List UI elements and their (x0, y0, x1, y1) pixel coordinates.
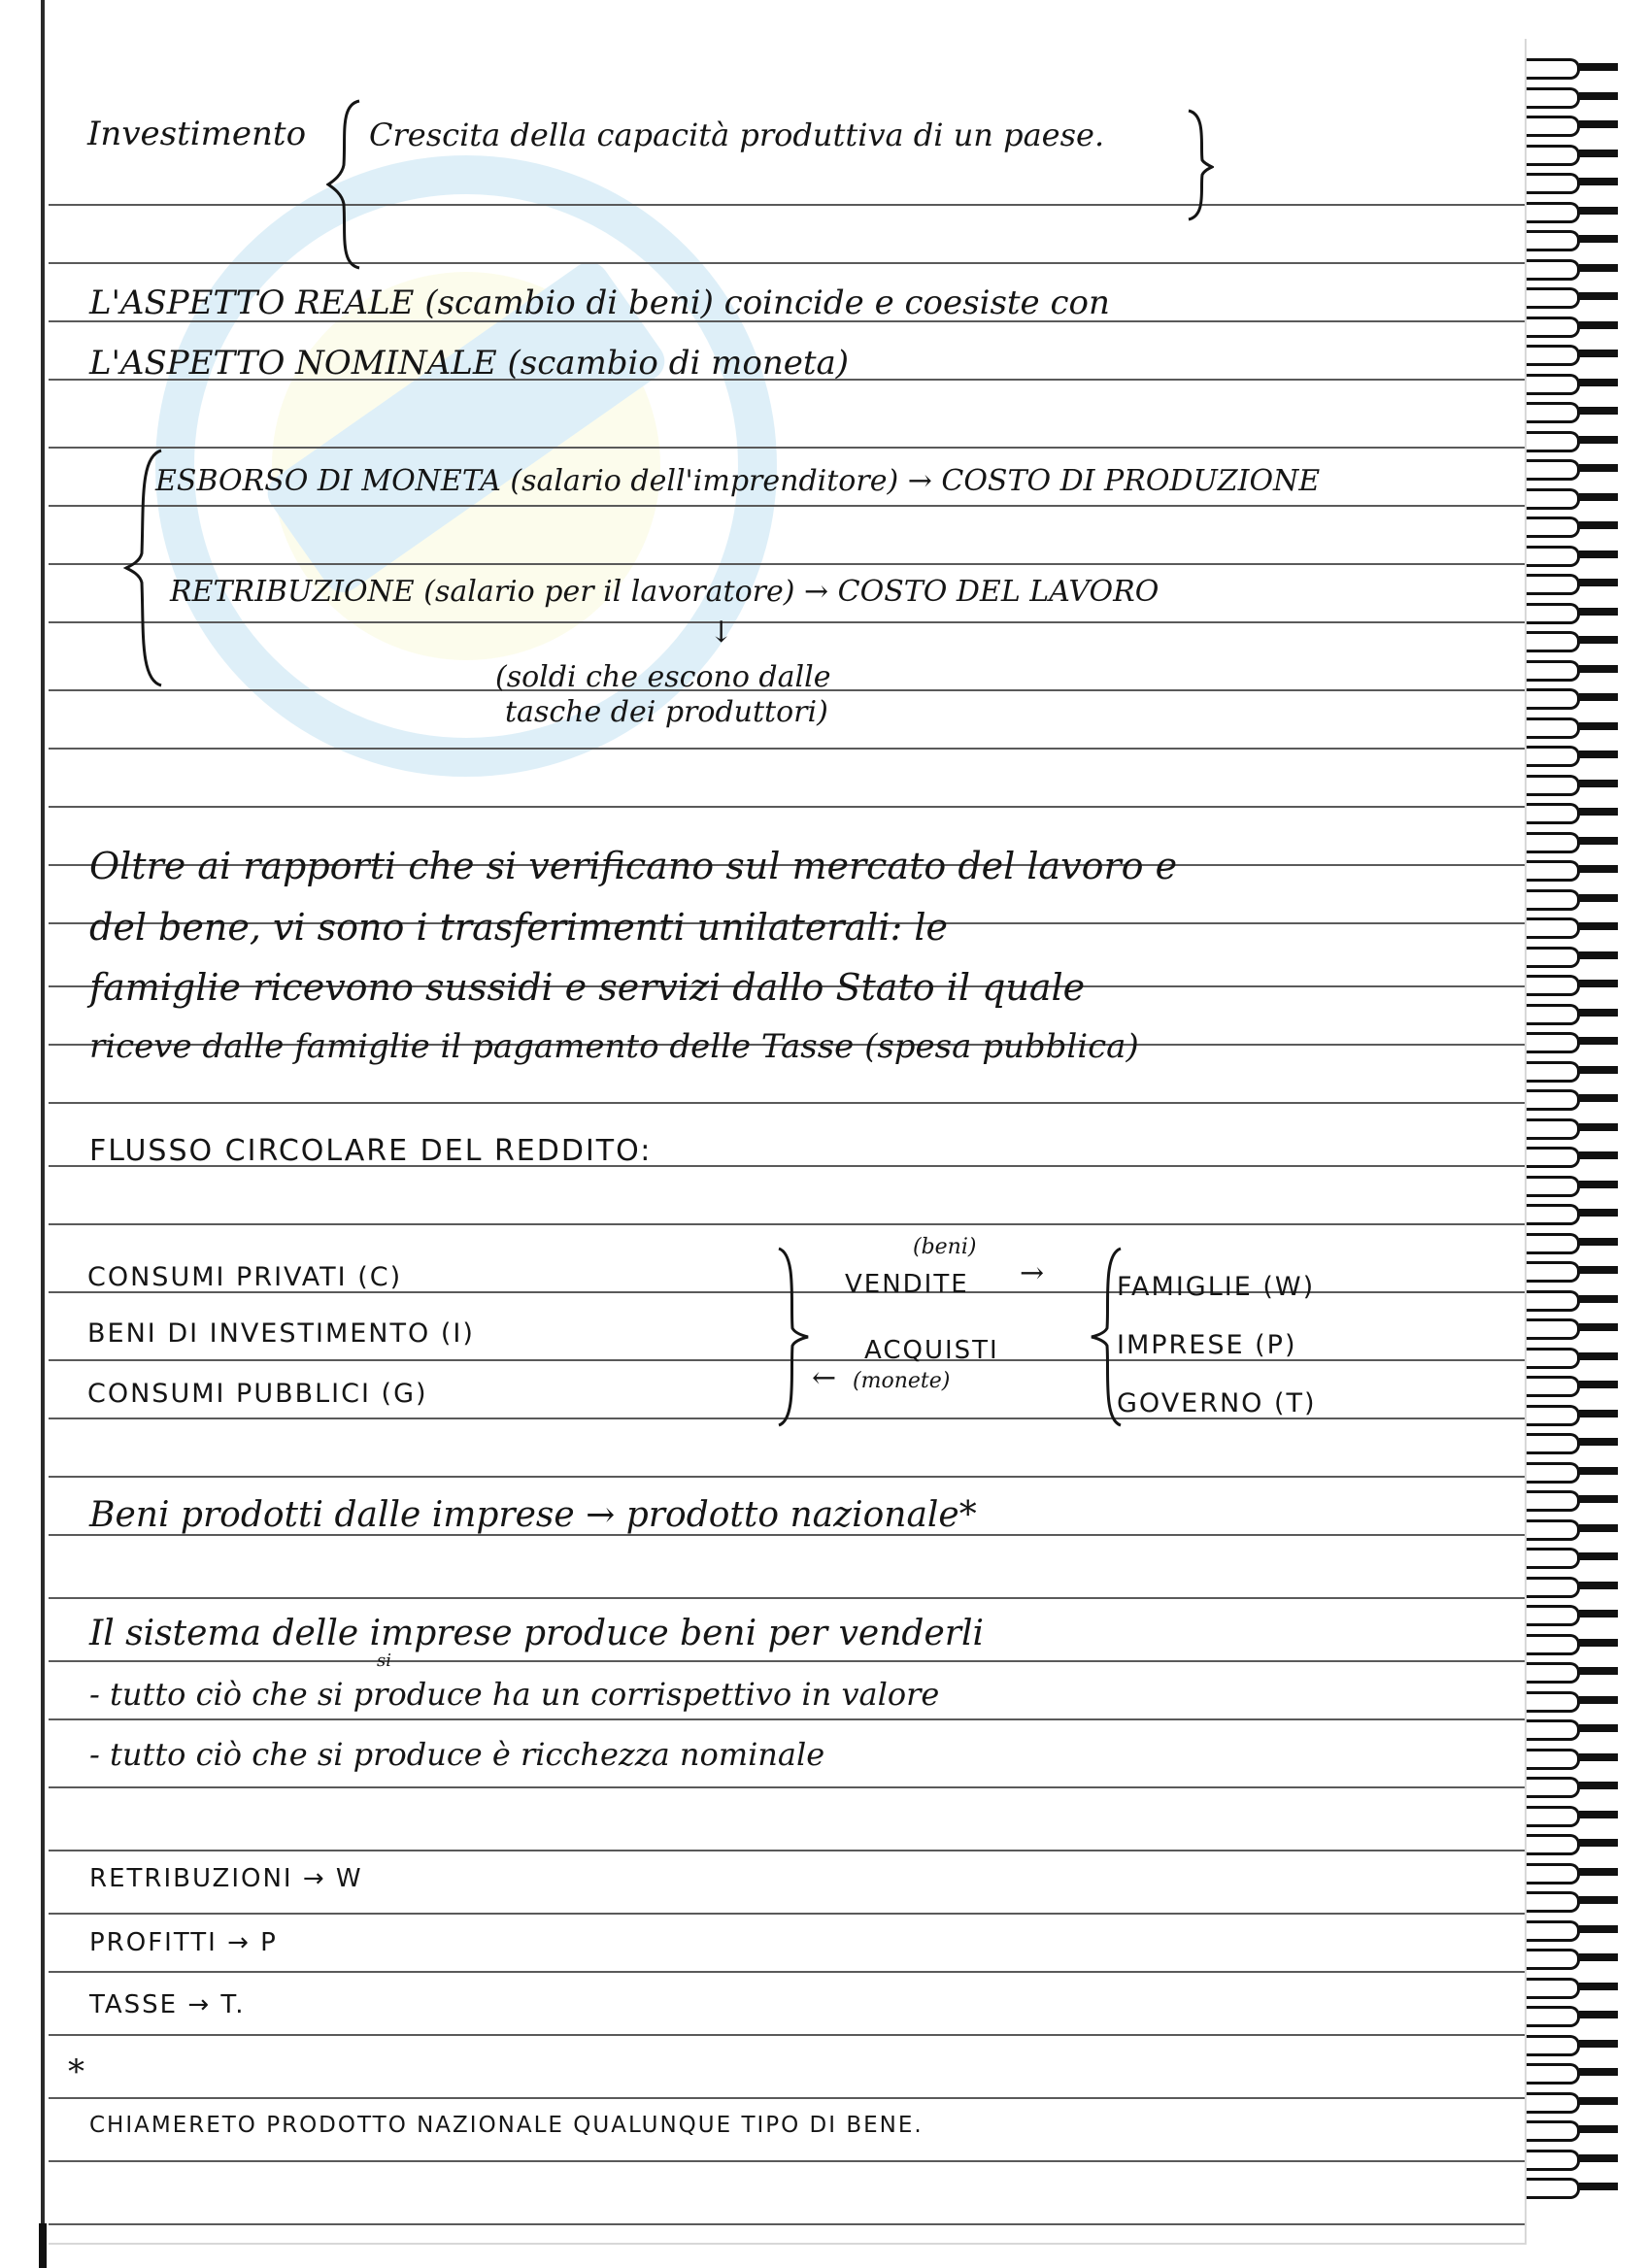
ruled-line (49, 1850, 1525, 1851)
binding-ring (1527, 1061, 1580, 1083)
binding-ring (1527, 202, 1580, 223)
ruled-line (49, 806, 1525, 808)
binding-ring (1527, 1433, 1580, 1454)
binding-ring (1527, 1261, 1580, 1283)
binding-ring (1527, 2150, 1580, 2171)
production-superscript: si (377, 1651, 391, 1671)
binding-ring (1527, 803, 1580, 824)
binding-hole (1579, 407, 1618, 415)
binding-hole (1579, 92, 1618, 100)
binding-hole (1579, 1410, 1618, 1418)
flow-right-item: FAMIGLIE (W) (1117, 1272, 1316, 1302)
ruled-line (49, 1971, 1525, 1973)
binding-ring (1527, 345, 1580, 366)
ruled-line (49, 1913, 1525, 1915)
binding-ring (1527, 2063, 1580, 2085)
binding-hole (1579, 321, 1618, 329)
binding-hole (1579, 1467, 1618, 1475)
binding-hole (1579, 63, 1618, 71)
binding-ring (1527, 2092, 1580, 2114)
binding-ring (1527, 1834, 1580, 1855)
binding-ring (1527, 1920, 1580, 1942)
binding-ring (1527, 947, 1580, 968)
income-wages: RETRIBUZIONI → W (89, 1864, 363, 1893)
purchases-label: ACQUISTI (864, 1336, 999, 1365)
scan-corner (39, 2223, 47, 2268)
binding-hole (1579, 1066, 1618, 1074)
production-line-2: - tutto ciò che si produce ha un corrispettivo in valore (89, 1676, 940, 1713)
binding-ring (1527, 1519, 1580, 1541)
binding-hole (1579, 1925, 1618, 1933)
scan-edge (41, 0, 45, 2268)
binding-hole (1579, 550, 1618, 558)
binding-hole (1579, 1753, 1618, 1761)
binding-hole (1579, 579, 1618, 586)
left-brace (326, 97, 365, 272)
binding-hole (1579, 693, 1618, 701)
page-title: Investimento (87, 115, 307, 153)
binding-ring (1527, 173, 1580, 194)
binding-ring (1527, 1118, 1580, 1140)
binding-ring (1527, 660, 1580, 682)
binding-ring (1527, 2006, 1580, 2027)
binding-hole (1579, 1983, 1618, 1990)
binding-ring (1527, 1348, 1580, 1369)
binding-hole (1579, 207, 1618, 215)
binding-ring (1527, 230, 1580, 251)
binding-ring (1527, 259, 1580, 281)
binding-ring (1527, 746, 1580, 767)
binding-ring (1527, 1949, 1580, 1970)
binding-hole (1579, 120, 1618, 128)
cost-production-line: ESBORSO DI MONETA (salario dell'imprenditore) → COSTO DI PRODUZIONE (155, 464, 1321, 498)
binding-ring (1527, 1176, 1580, 1197)
binding-hole (1579, 1782, 1618, 1789)
binding-ring (1527, 1863, 1580, 1884)
binding-ring (1527, 116, 1580, 137)
binding-hole (1579, 464, 1618, 472)
binding-hole (1579, 1495, 1618, 1503)
binding-hole (1579, 1181, 1618, 1188)
binding-ring (1527, 2035, 1580, 2056)
binding-hole (1579, 865, 1618, 873)
ruled-line (49, 447, 1525, 449)
binding-ring (1527, 775, 1580, 796)
binding-hole (1579, 1352, 1618, 1360)
binding-hole (1579, 521, 1618, 529)
binding-hole (1579, 1667, 1618, 1675)
binding-hole (1579, 1582, 1618, 1589)
binding-hole (1579, 235, 1618, 243)
binding-hole (1579, 1209, 1618, 1217)
binding-ring (1527, 402, 1580, 423)
binding-hole (1579, 2125, 1618, 2133)
binding-hole (1579, 350, 1618, 357)
flow-right-item: GOVERNO (T) (1117, 1388, 1317, 1418)
binding-hole (1579, 2183, 1618, 2190)
ruled-line (49, 2034, 1525, 2036)
binding-hole (1579, 2011, 1618, 2018)
binding-hole (1579, 178, 1618, 185)
binding-hole (1579, 722, 1618, 730)
binding-ring (1527, 1777, 1580, 1798)
binding-ring (1527, 1691, 1580, 1713)
binding-hole (1579, 1323, 1618, 1331)
binding-hole (1579, 665, 1618, 673)
producers-note-2: tasche dei produttori) (505, 695, 828, 729)
binding-hole (1579, 980, 1618, 987)
transfers-line-1: Oltre ai rapporti che si verificano sul mercato del lavoro e (89, 845, 1178, 887)
binding-ring (1527, 1577, 1580, 1598)
binding-hole (1579, 780, 1618, 787)
right-brace (1185, 107, 1214, 223)
ruled-line (49, 1718, 1525, 1720)
binding-hole (1579, 951, 1618, 959)
ruled-line (49, 563, 1525, 565)
binding-ring (1527, 2178, 1580, 2199)
income-profits: PROFITTI → P (89, 1928, 278, 1957)
binding-ring (1527, 1891, 1580, 1913)
producers-note-1: (soldi che escono dalle (495, 660, 831, 694)
binding-hole (1579, 2068, 1618, 2076)
binding-hole (1579, 436, 1618, 444)
binding-hole (1579, 379, 1618, 386)
production-line-1: Il sistema delle imprese produce beni per venderli (89, 1614, 984, 1653)
binding-ring (1527, 287, 1580, 309)
binding-hole (1579, 1438, 1618, 1446)
binding-hole (1579, 1552, 1618, 1560)
binding-hole (1579, 894, 1618, 902)
ruled-line (49, 204, 1525, 206)
binding-hole (1579, 1724, 1618, 1732)
binding-hole (1579, 1094, 1618, 1102)
binding-hole (1579, 837, 1618, 845)
binding-hole (1579, 1953, 1618, 1961)
binding-hole (1579, 608, 1618, 616)
binding-ring (1527, 459, 1580, 481)
binding-ring (1527, 1749, 1580, 1770)
ruled-line (49, 1102, 1525, 1104)
binding-hole (1579, 1896, 1618, 1904)
ruled-line (49, 1476, 1525, 1478)
cost-labour-line: RETRIBUZIONE (salario per il lavoratore) → COSTO DEL LAVORO (170, 575, 1160, 609)
ruled-line (49, 1786, 1525, 1788)
spiral-binding (1527, 39, 1643, 2233)
ruled-line (49, 262, 1525, 264)
binding-ring (1527, 1405, 1580, 1426)
binding-ring (1527, 1147, 1580, 1168)
binding-ring (1527, 58, 1580, 80)
footnote-mark: * (68, 2052, 84, 2091)
binding-ring (1527, 2120, 1580, 2142)
ruled-line (49, 621, 1525, 623)
binding-ring (1527, 1089, 1580, 1111)
binding-hole (1579, 1123, 1618, 1131)
binding-ring (1527, 546, 1580, 567)
binding-hole (1579, 1696, 1618, 1704)
ruled-line (49, 2160, 1525, 2162)
binding-hole (1579, 1009, 1618, 1017)
binding-ring (1527, 1662, 1580, 1684)
money-note: (monete) (853, 1369, 951, 1393)
real-aspect-line: L'ASPETTO REALE (scambio di beni) coincide e coesiste con (89, 284, 1110, 322)
national-product-line: Beni prodotti dalle imprese → prodotto nazionale* (89, 1495, 977, 1535)
binding-ring (1527, 717, 1580, 739)
binding-ring (1527, 1233, 1580, 1254)
binding-ring (1527, 317, 1580, 338)
binding-ring (1527, 688, 1580, 710)
binding-hole (1579, 1295, 1618, 1303)
binding-ring (1527, 1490, 1580, 1512)
flow-left-item: BENI DI INVESTIMENTO (I) (87, 1318, 475, 1349)
binding-ring (1527, 1204, 1580, 1225)
binding-ring (1527, 1032, 1580, 1053)
binding-hole (1579, 808, 1618, 816)
binding-ring (1527, 860, 1580, 882)
binding-hole (1579, 493, 1618, 501)
flow-left-item: CONSUMI PRIVATI (C) (87, 1262, 403, 1292)
notebook-page (49, 39, 1527, 2245)
binding-ring (1527, 1548, 1580, 1569)
binding-ring (1527, 917, 1580, 939)
binding-ring (1527, 1806, 1580, 1827)
binding-hole (1579, 1811, 1618, 1818)
production-line-3: - tutto ciò che si produce è ricchezza nominale (89, 1736, 825, 1773)
binding-hole (1579, 1610, 1618, 1618)
binding-hole (1579, 2040, 1618, 2048)
binding-hole (1579, 1839, 1618, 1847)
income-taxes: TASSE → T. (89, 1990, 246, 2019)
binding-hole (1579, 1151, 1618, 1159)
flow-left-item: CONSUMI PUBBLICI (G) (87, 1379, 428, 1409)
binding-ring (1527, 889, 1580, 911)
binding-ring (1527, 1719, 1580, 1741)
binding-hole (1579, 2097, 1618, 2105)
down-arrow: ↓ (709, 616, 734, 650)
ruled-line (49, 748, 1525, 750)
binding-ring (1527, 1978, 1580, 1999)
binding-ring (1527, 374, 1580, 395)
binding-hole (1579, 1639, 1618, 1647)
binding-ring (1527, 603, 1580, 624)
goods-note: (beni) (913, 1235, 977, 1259)
flow-middle-brace-left (775, 1245, 814, 1429)
binding-ring (1527, 631, 1580, 652)
binding-hole (1579, 1524, 1618, 1532)
binding-hole (1579, 750, 1618, 758)
binding-ring (1527, 574, 1580, 595)
binding-hole (1579, 1238, 1618, 1246)
binding-hole (1579, 292, 1618, 300)
circular-flow-heading: FLUSSO CIRCOLARE DEL REDDITO: (89, 1134, 653, 1168)
binding-ring (1527, 488, 1580, 510)
transfers-line-2: del bene, vi sono i trasferimenti unilaterali: le (89, 906, 949, 949)
flow-right-item: IMPRESE (P) (1117, 1330, 1297, 1360)
binding-hole (1579, 150, 1618, 157)
purchases-arrow: ← (812, 1361, 837, 1395)
binding-hole (1579, 1868, 1618, 1876)
sales-arrow: → (1020, 1256, 1045, 1290)
binding-ring (1527, 517, 1580, 538)
ruled-line (49, 1597, 1525, 1599)
binding-ring (1527, 975, 1580, 996)
ruled-line (49, 1660, 1525, 1662)
binding-hole (1579, 1381, 1618, 1388)
binding-ring (1527, 1290, 1580, 1312)
transfers-line-4: riceve dalle famiglie il pagamento delle Tasse (spesa pubblica) (89, 1027, 1139, 1066)
binding-hole (1579, 922, 1618, 930)
binding-ring (1527, 1605, 1580, 1626)
binding-ring (1527, 1004, 1580, 1025)
ruled-line (49, 2223, 1525, 2225)
binding-hole (1579, 2154, 1618, 2162)
footnote-text: CHIAMERETO PRODOTTO NAZIONALE QUALUNQUE TIPO DI BENE. (89, 2113, 924, 2138)
ruled-line (49, 2097, 1525, 2099)
binding-ring (1527, 1634, 1580, 1655)
ruled-line (49, 505, 1525, 507)
definition-text: Crescita della capacità produttiva di un paese. (369, 117, 1105, 153)
binding-ring (1527, 431, 1580, 452)
transfers-line-3: famiglie ricevono sussidi e servizi dallo Stato il quale (89, 966, 1086, 1009)
binding-hole (1579, 1266, 1618, 1274)
binding-ring (1527, 1462, 1580, 1484)
nominal-aspect-line: L'ASPETTO NOMINALE (scambio di moneta) (89, 344, 850, 383)
sales-label: VENDITE (845, 1270, 969, 1299)
ruled-line (49, 1223, 1525, 1225)
binding-ring (1527, 832, 1580, 853)
binding-hole (1579, 636, 1618, 644)
binding-ring (1527, 1376, 1580, 1397)
binding-ring (1527, 1318, 1580, 1340)
binding-ring (1527, 145, 1580, 166)
binding-hole (1579, 264, 1618, 272)
binding-hole (1579, 1037, 1618, 1045)
binding-ring (1527, 87, 1580, 109)
